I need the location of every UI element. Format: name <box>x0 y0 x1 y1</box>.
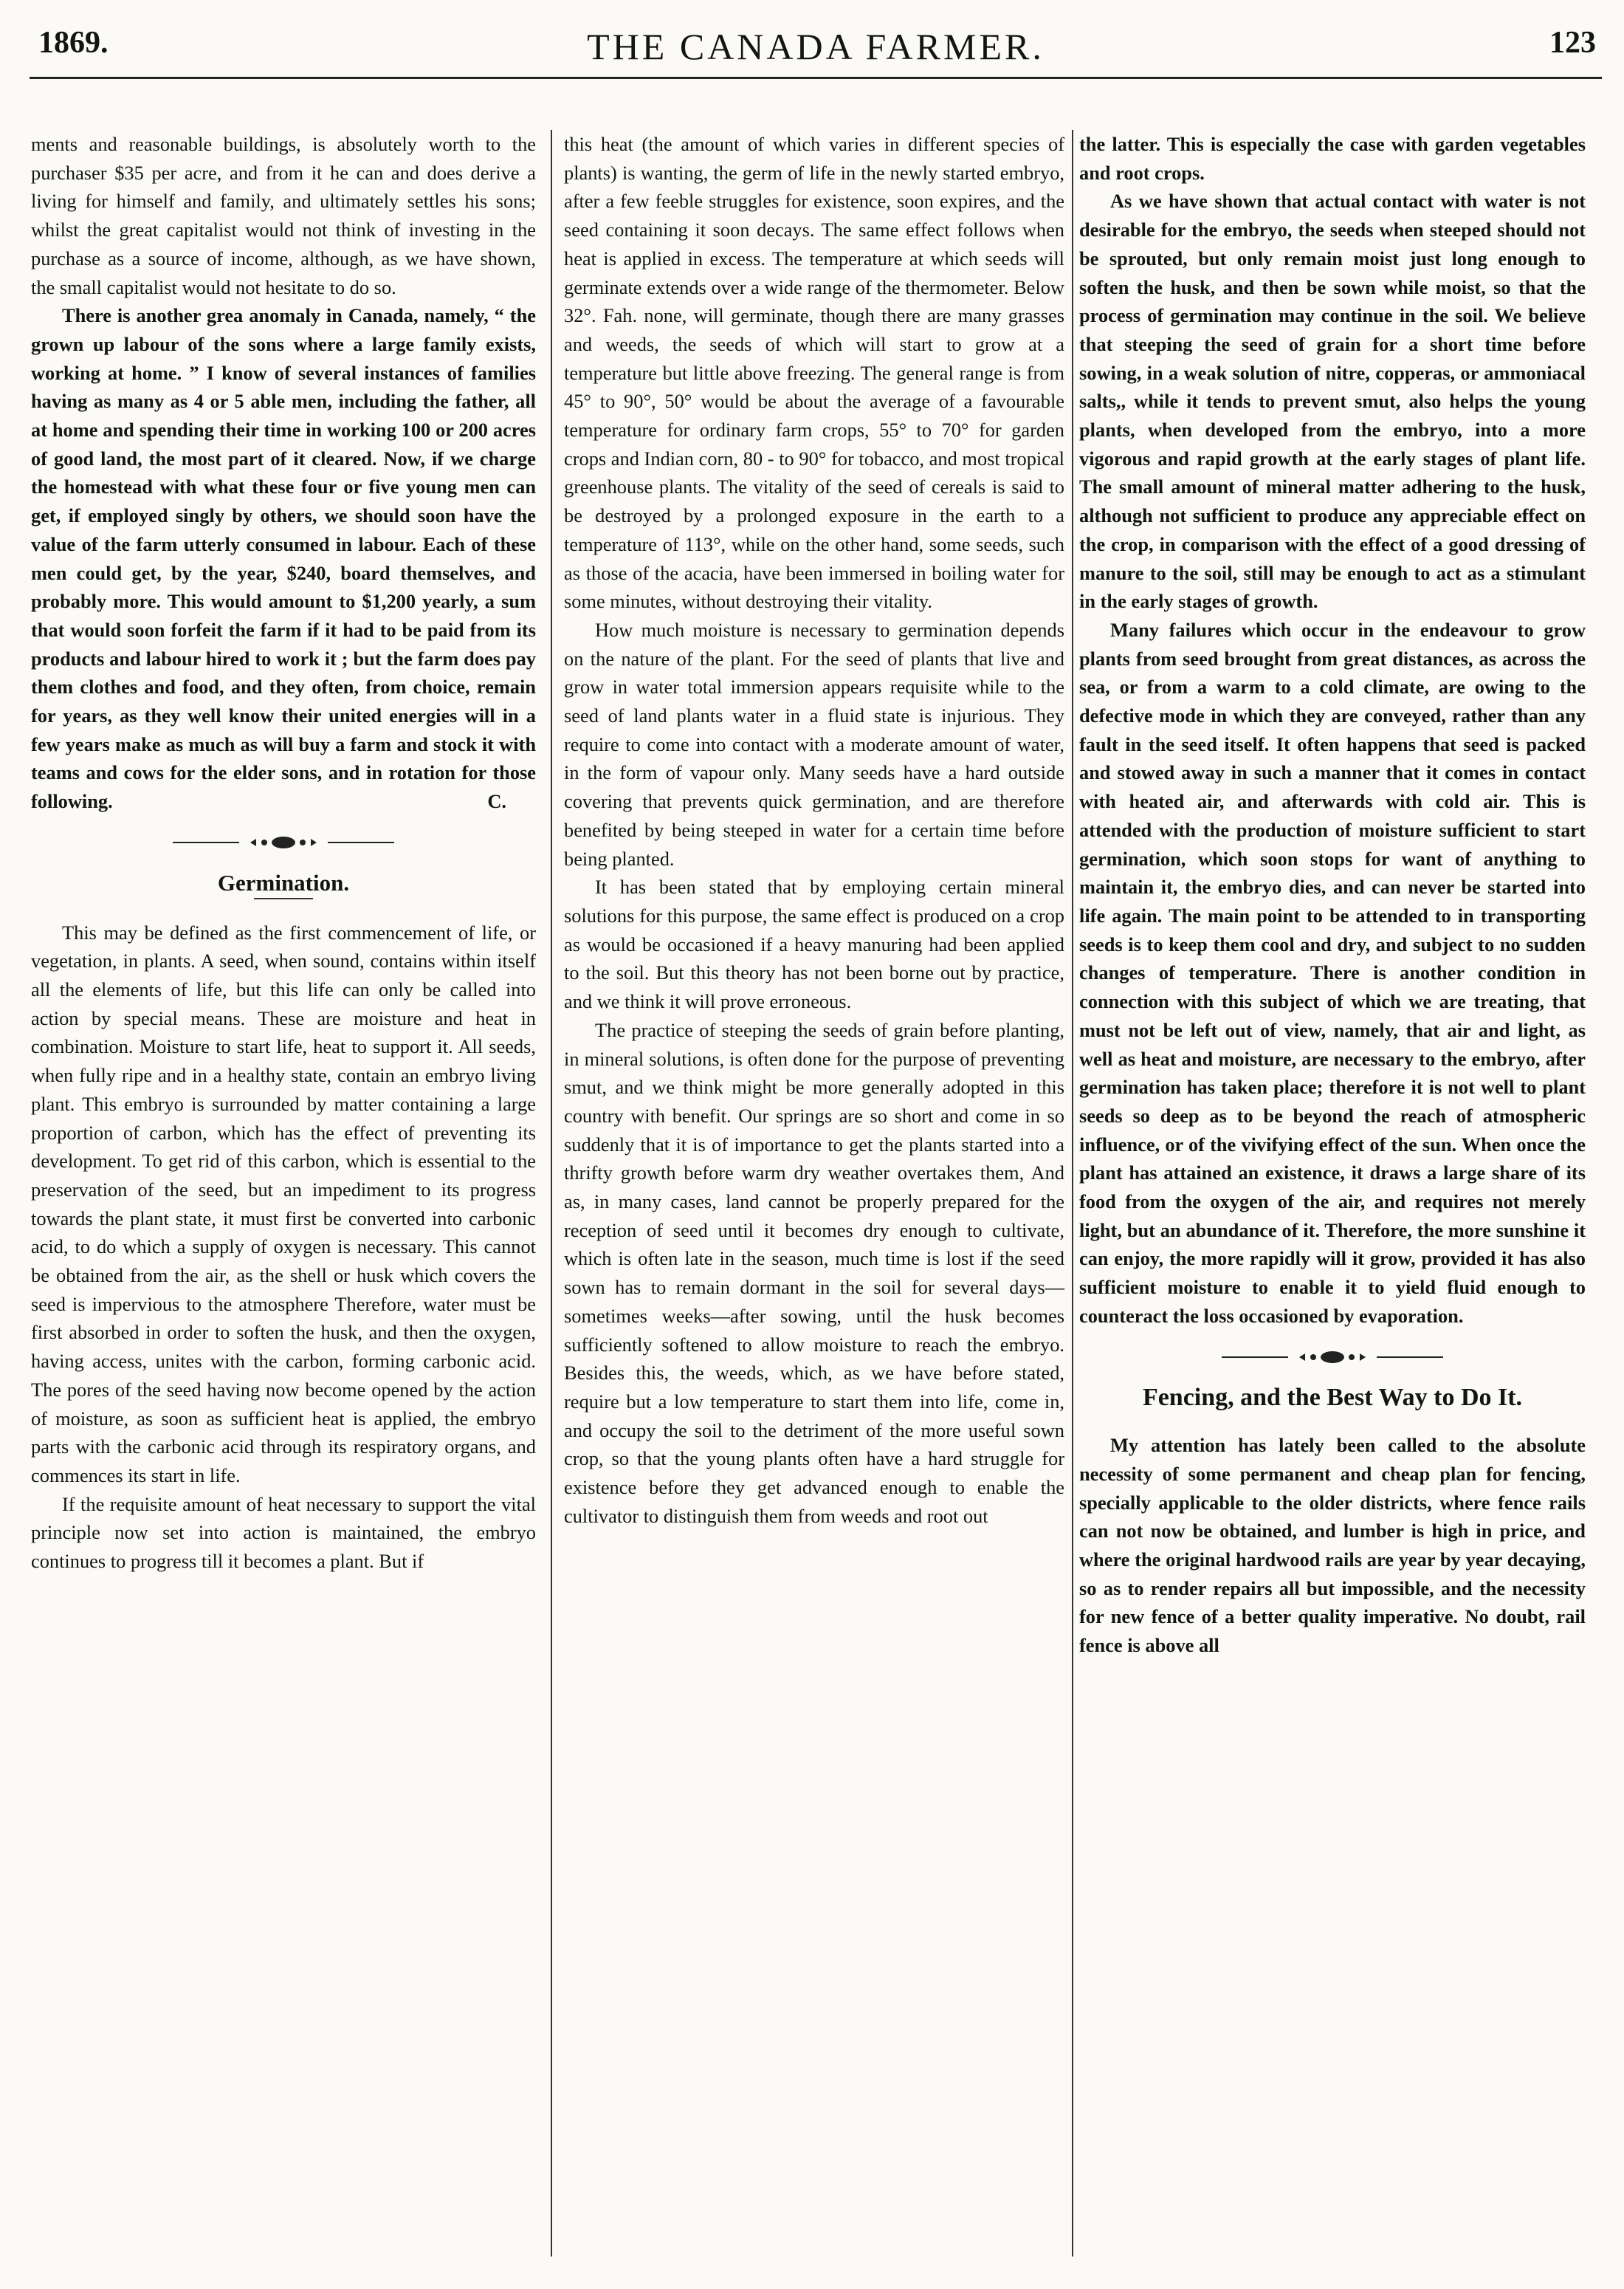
column-divider <box>551 130 552 2257</box>
paragraph: Many failures which occur in the endeavour to grow plants from seed brought from great distances, as across the sea, or from a warm to a cold climate, are owing to the defective mode in which they are conveyed, rather than any fault in the seed itself. It often happens that seed is packed and stowed away in such a manner that it comes in contact with heated air, and afterwards with cold air. This is attended with the production of moisture sufficient to start germination, which soon stops for want of anything to maintain it, the embryo dies, and can never be started into life again. The main point to be attended to in transporting seeds is to keep them cool and dry, and subject to no sudden changes of temperature. There is another condition in connection with this subject of which we are treating, that must not be left out of view, namely, that air and light, as well as heat and moisture, are necessary to the embryo, after germination has taken place; therefore it is not well to plant seeds so deep as to be beyond the reach of atmospheric influence, or of the vivifying effect of the sun. When once the plant has attained an existence, it draws a large share of its food from the oxygen of the air, and requires not merely light, but an abundance of it. Therefore, the more sunshine it can enjoy, the more rapidly will it grow, provided it has also sufficient moisture to enable it to yield fluid enough to counteract the loss occasioned by evaporation. <box>1079 618 1586 1327</box>
paragraph: As we have shown that actual contact with water is not desirable for the embryo, the seeds when steeped should not be sprouted, but only remain moist just long enough to soften the husk, and then be sown while moist, so that the process of germination may continue in the soil. We believe that steeping the seed of grain for a short time before sowing, in a weak solution of nitre, copperas, or ammoniacal salts,, while it tends to prevent smut, also helps the young plants, when developed from the embryo, into a more vigorous and rapid growth at the early stages of plant life. The small amount of mineral matter adhering to the husk, although not sufficient to produce any appreciable effect on the crop, in comparison with the effect of a good dressing of manure to the soil, still may be enough to act as a stimulant in the early stages of growth. <box>1079 190 1586 613</box>
column-1 <box>31 130 536 1576</box>
heading-underline <box>254 898 313 899</box>
paragraph: How much moisture is necessary to germination depends on the nature of the plant. For the seed of plants that live and grow in water total immersion appears requisite while to the seed of land plants water in a fluid state is injurious. They require to come into contact with a moderate amount of water, in the form of vapour only. Many seeds have a hard outside covering that prevents quick germination, and are therefore benefited by being steeped in water for a certain time before being planted. <box>564 618 1064 870</box>
column-2 <box>564 130 1064 1530</box>
issue-year: 1869. <box>38 26 109 60</box>
column-3 <box>1079 130 1586 1660</box>
publication-title: THE CANADA FARMER. <box>587 26 1045 67</box>
section-ornament <box>1079 1344 1586 1373</box>
section-heading <box>1079 1384 1586 1413</box>
heading-text: Fencing, and the Best Way to Do It. <box>1142 1383 1523 1411</box>
paragraph-text: There is another grea anomaly in Canada, namely, “ the grown up labour of the sons where a large family exists, working at home. ” I know of several instances of families having as many as 4 or 5 able men, including the father, all at home and spending their time in working 100 or 200 acres of good land, the most part of it cleared. Now, if we charge the homestead with what these four or five young men can get, if employed singly by others, we should soon have the value of the farm utterly consumed in labour. Each of these men could get, by the year, $240, board themselves, and probably more. This would amount to $1,200 yearly, a sum that would soon forfeit the farm if it had to be paid from its products and labour hired to work it ; but the farm does pay them clothes and food, and they often, from choice, remain for years, as they well know their united energies will in a few years make as much as will buy a farm and stock it with teams and cows for the elder sons, and in rotation for those following. <box>31 304 536 813</box>
page-number: 123 <box>1549 26 1596 60</box>
masthead <box>30 18 1602 72</box>
ornament-icon <box>1222 1348 1443 1366</box>
heading-text: Germination. <box>217 869 350 896</box>
paragraph: My attention has lately been called to the absolute necessity of some permanent and cheap plan for fencing, specially applicable to the older districts, where fence rails can not now be obtained, and lumber is high in price, and where the original hardwood rails are year by year decaying, so as to render repairs all but impossible, and the necessity for new fence of a better quality imperative. No doubt, rail fence is above all <box>1079 1434 1586 1657</box>
paragraph: this heat (the amount of which varies in different species of plants) is wanting, the germ of life in the newly started embryo, after a few feeble struggles for existence, soon expires, and the seed containing it soon decays. The same effect follows when heat is applied in excess. The temperature at which seeds will germinate extends over a wide range of the thermometer. Below 32°. Fah. none, will germinate, though there are many grasses and weeds, the seeds of which will start to grow at a temperature but little above freezing. The general range is from 45° to 90°, 50° would be about the average of a favourable temperature for ordinary farm crops, 55° to 70° for garden crops and Indian corn, 80 - to 90° for tobacco, and most tropical greenhouse plants. The vitality of the seed of cereals is said to be destroyed by a prolonged exposure in the earth to a temperature of 113°, while on the other hand, some seeds, such as those of the acacia, have been immersed in boiling water for some minutes, without destroying their vitality. <box>564 133 1064 613</box>
section-heading <box>31 869 536 899</box>
paragraph: the latter. This is especially the case with garden vegetables and root crops. <box>1079 133 1586 184</box>
paragraph: If the requisite amount of heat necessary to support the vital principle now set into action is maintained, the embryo continues to progress till it becomes a plant. But if <box>31 1492 536 1573</box>
author-signature: C. <box>487 790 506 813</box>
masthead-rule <box>30 77 1602 79</box>
paragraph <box>31 301 536 816</box>
column-divider <box>1072 130 1073 2257</box>
paragraph: This may be defined as the first commencement of life, or vegetation, in plants. A seed, when sound, contains within itself all the elements of life, but this life can only be called into action by special means. These are moisture and heat in combination. Moisture to start life, heat to support it. All seeds, when fully ripe and in a healthy state, contain an embryo living plant. This embryo is surrounded by matter containing a large proportion of carbon, which has the effect of preventing its development. To get rid of this carbon, which is essential to the preservation of the seed, but an impediment to its progress towards the plant state, it must first be converted into carbonic acid, to do which a supply of oxygen is necessary. This cannot be obtained from the air, as the shell or husk which covers the seed is impervious to the atmosphere Therefore, water must be first absorbed in order to soften the husk, and then the oxygen, having access, unites with the carbon, forming carbonic acid. The pores of the seed having now become opened by the action of moisture, as soon as sufficient heat is applied, the embryo parts with the carbonic acid through its respiratory organs, and commences its start in life. <box>31 921 536 1486</box>
section-ornament <box>31 829 536 859</box>
paragraph: ments and reasonable buildings, is absolutely worth to the purchaser $35 per acre, and from it he can and does derive a living for himself and family, and ultimately settles his sons; whilst the great capitalist would not think of investing in the purchase as a source of income, although, as we have shown, the small capitalist would not hesitate to do so. <box>31 133 536 298</box>
paragraph: It has been stated that by employing certain mineral solutions for this purpose, the same effect is produced on a crop as would be occasioned if a heavy manuring had been applied to the soil. But this theory has not been borne out by practice, and we think it will prove erroneous. <box>564 876 1064 1013</box>
ornament-icon <box>173 834 394 851</box>
paragraph: The practice of steeping the seeds of grain before planting, in mineral solutions, is often done for the purpose of preventing smut, and we think might be more generally adopted in this country with benefit. Our springs are so short and come in so suddenly that it is of importance to get the plants started into a thrifty growth before warm dry weather overtakes them, And as, in many cases, land cannot be properly prepared for the reception of seed until it becomes dry enough to cultivate, which is often late in the season, much time is lost if the seed sown has to remain dormant in the soil for several days—sometimes weeks—after sowing, until the husk becomes sufficiently softened to allow moisture to reach the embryo. Besides this, the weeds, which, as we have before stated, require but a low temperature to start them into life, come in, and occupy the soil to the detriment of the more useful sown crop, so that the young plants often have a hard struggle for existence before they get advanced enough to enable the cultivator to distinguish them from weeds and root out <box>564 1018 1064 1527</box>
